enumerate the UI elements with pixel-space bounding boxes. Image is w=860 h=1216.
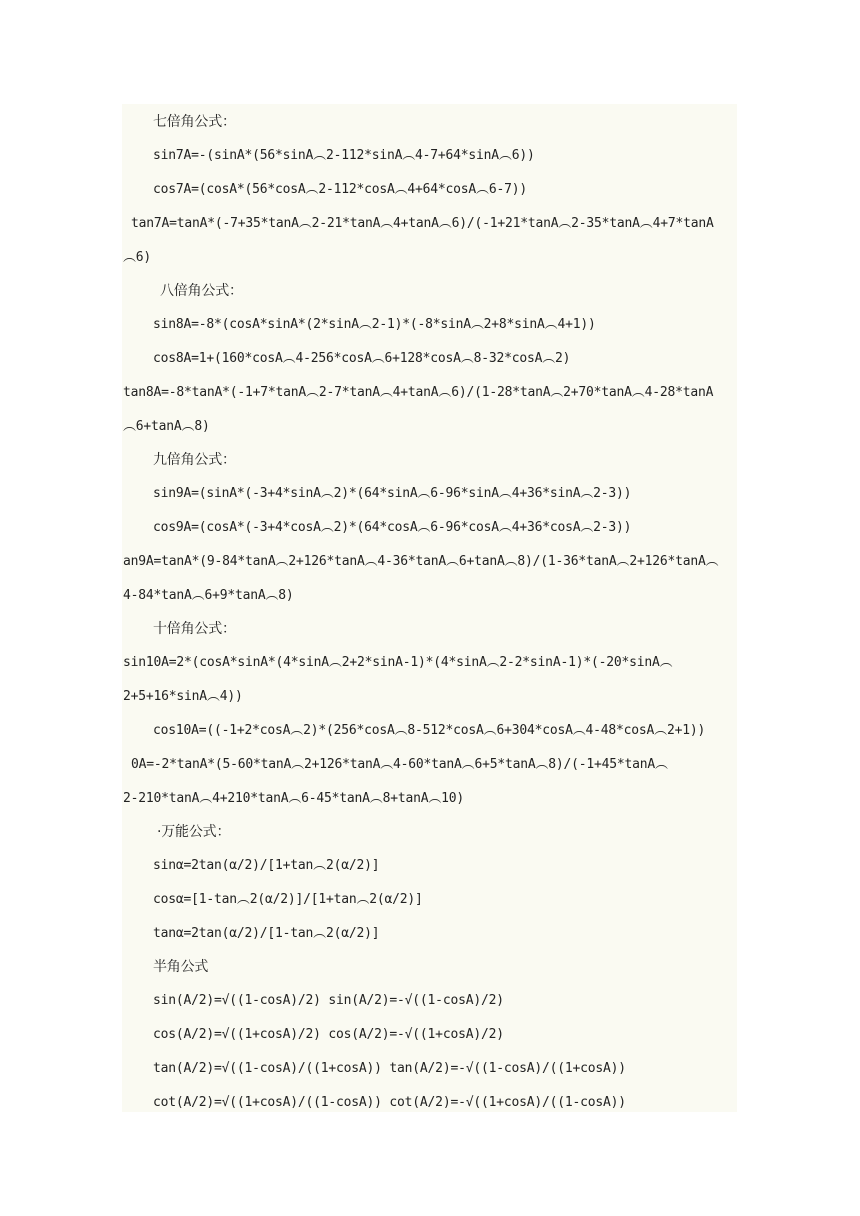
formula-universal-cos: cosα=[1-tan︵2(α/2)]/[1+tan︵2(α/2)] — [153, 892, 423, 907]
formula-half-tan: tan(A/2)=√((1-cosA)/((1+cosA)) tan(A/2)=-√((1-cosA)/((1+cosA)) — [153, 1061, 626, 1076]
heading-universal-formulas: ·万能公式： — [157, 824, 231, 840]
formula-cos7a: cos7A=(cosA*(56*cosA︵2-112*cosA︵4+64*cosA︵6-7)) — [153, 182, 527, 197]
formula-cos8a: cos8A=1+(160*cosA︵4-256*cosA︵6+128*cosA︵8-32*cosA︵2) — [153, 351, 571, 366]
formula-sin8a: sin8A=-8*(cosA*sinA*(2*sinA︵2-1)*(-8*sinA︵2+8*sinA︵4+1)) — [153, 317, 596, 332]
heading-nine-multiple-angle: 九倍角公式： — [153, 452, 236, 468]
formula-tan10a-line1: 0A=-2*tanA*(5-60*tanA︵2+126*tanA︵4-60*tanA︵6+5*tanA︵8)/(-1+45*tanA︵ — [131, 757, 668, 772]
formula-cos9a: cos9A=(cosA*(-3+4*cosA︵2)*(64*cosA︵6-96*cosA︵4+36*cosA︵2-3)) — [153, 520, 632, 535]
heading-half-angle-formulas: 半角公式 — [153, 959, 209, 975]
formula-universal-sin: sinα=2tan(α/2)/[1+tan︵2(α/2)] — [153, 858, 380, 873]
formula-cos10a: cos10A=((-1+2*cosA︵2)*(256*cosA︵8-512*cosA︵6+304*cosA︵4-48*cosA︵2+1)) — [153, 723, 706, 738]
formula-tan9a-line1: an9A=tanA*(9-84*tanA︵2+126*tanA︵4-36*tanA︵6+tanA︵8)/(1-36*tanA︵2+126*tanA︵ — [123, 554, 719, 569]
formula-sin9a: sin9A=(sinA*(-3+4*sinA︵2)*(64*sinA︵6-96*sinA︵4+36*sinA︵2-3)) — [153, 486, 632, 501]
formula-sin10a-line1: sin10A=2*(cosA*sinA*(4*sinA︵2+2*sinA-1)*(4*sinA︵2-2*sinA-1)*(-20*sinA︵ — [123, 655, 673, 670]
formula-sin7a: sin7A=-(sinA*(56*sinA︵2-112*sinA︵4-7+64*sinA︵6)) — [153, 148, 535, 163]
formula-half-cos: cos(A/2)=√((1+cosA)/2) cos(A/2)=-√((1+cosA)/2) — [153, 1027, 504, 1042]
formula-half-cot: cot(A/2)=√((1+cosA)/((1-cosA)) cot(A/2)=-√((1+cosA)/((1-cosA)) — [153, 1095, 626, 1110]
heading-eight-multiple-angle: 八倍角公式： — [160, 283, 243, 299]
formula-tan10a-line2: 2-210*tanA︵4+210*tanA︵6-45*tanA︵8+tanA︵10) — [123, 791, 465, 806]
formula-tan7a-line2: ︵6) — [123, 250, 152, 265]
formula-tan7a-line1: tan7A=tanA*(-7+35*tanA︵2-21*tanA︵4+tanA︵6)/(-1+21*tanA︵2-35*tanA︵4+7*tanA — [131, 216, 714, 231]
heading-ten-multiple-angle: 十倍角公式： — [153, 621, 236, 637]
formula-tan8a-line1: tan8A=-8*tanA*(-1+7*tanA︵2-7*tanA︵4+tanA︵6)/(1-28*tanA︵2+70*tanA︵4-28*tanA — [123, 385, 714, 400]
formula-half-sin: sin(A/2)=√((1-cosA)/2) sin(A/2)=-√((1-cosA)/2) — [153, 993, 504, 1008]
formula-tan8a-line2: ︵6+tanA︵8) — [123, 419, 210, 434]
heading-seven-multiple-angle: 七倍角公式： — [153, 114, 236, 130]
document-panel — [122, 104, 737, 1112]
formula-tan9a-line2: 4-84*tanA︵6+9*tanA︵8) — [123, 588, 294, 603]
formula-sin10a-line2: 2+5+16*sinA︵4)) — [123, 689, 243, 704]
formula-universal-tan: tanα=2tan(α/2)/[1-tan︵2(α/2)] — [153, 926, 380, 941]
